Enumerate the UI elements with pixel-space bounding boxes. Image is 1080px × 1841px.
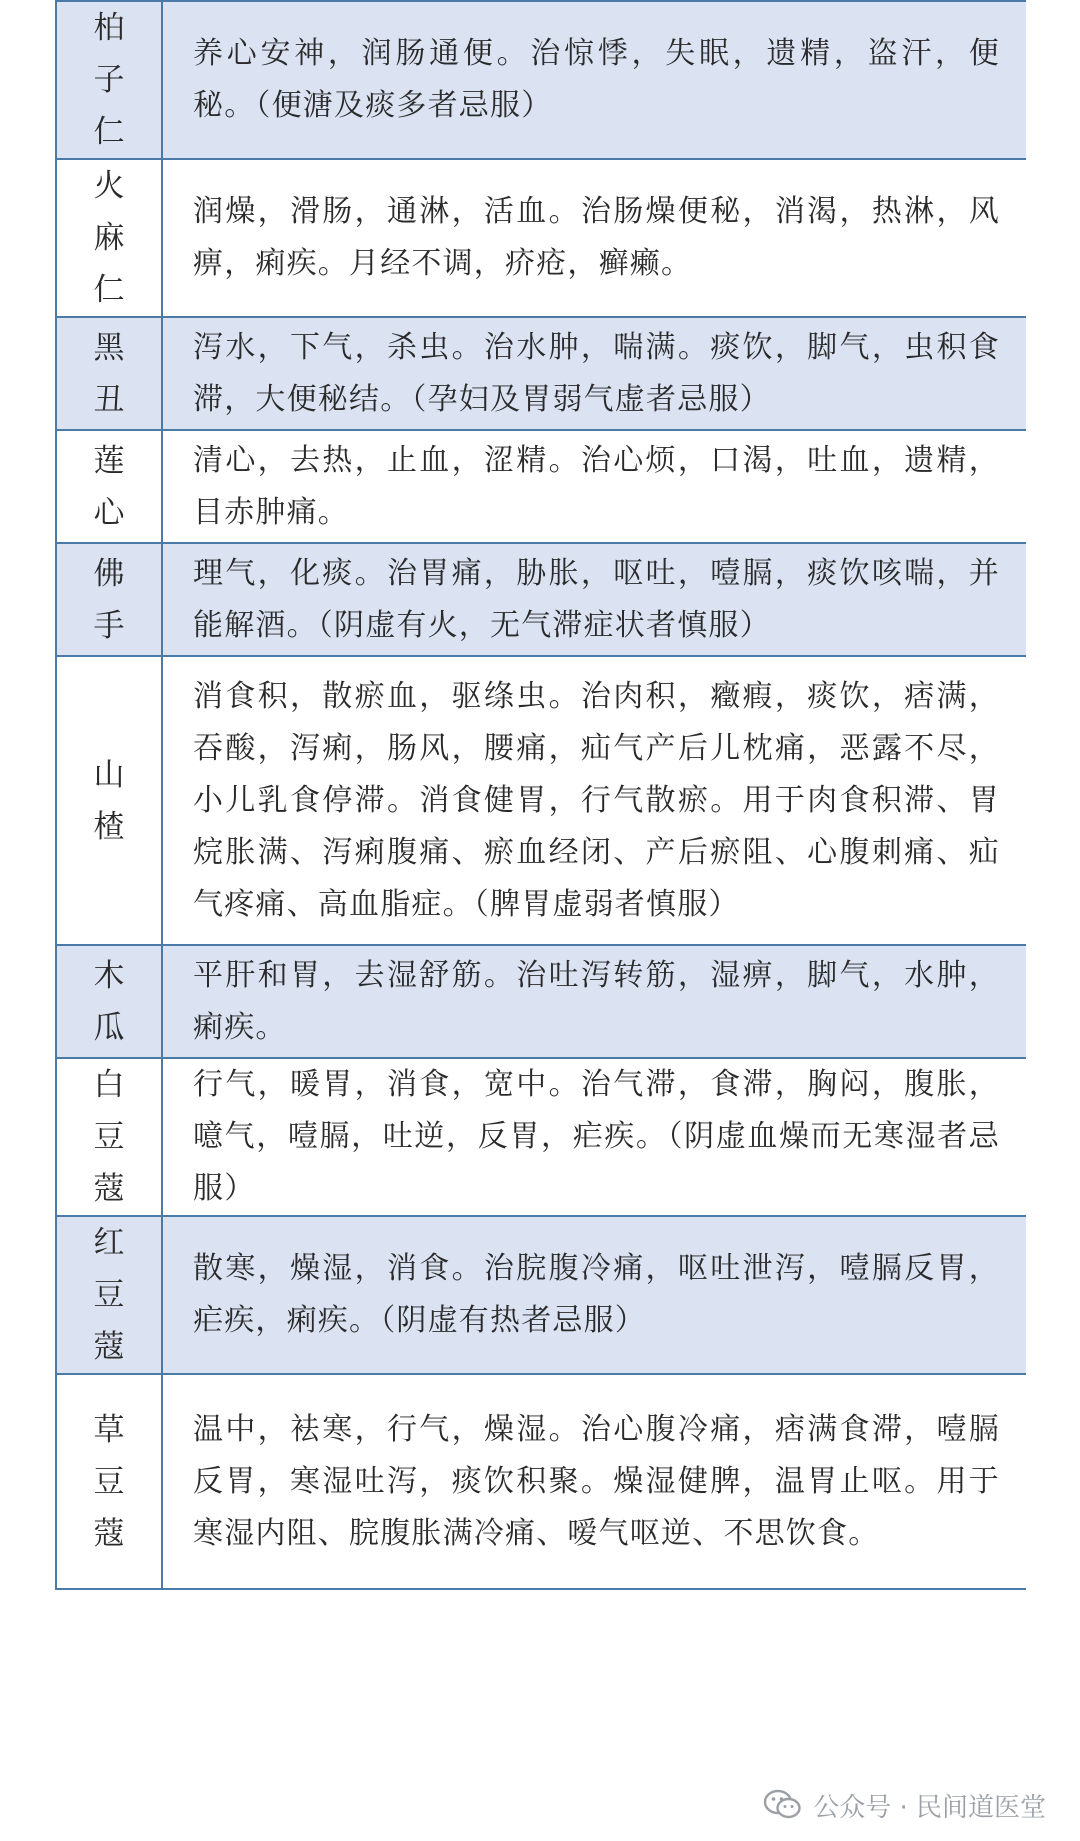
herb-name-char: 火 xyxy=(93,168,125,204)
herb-name-cell xyxy=(56,945,162,1058)
table-row xyxy=(56,159,1026,317)
herb-name-char: 心 xyxy=(93,494,125,531)
herb-description-cell: 润燥，滑肠，通淋，活血。治肠燥便秘，消渴，热淋，风痹，痢疾。月经不调，疥疮，癣癞。 xyxy=(162,159,1026,317)
herb-name-char: 豆 xyxy=(93,1119,125,1155)
herb-description-cell: 散寒，燥湿，消食。治脘腹冷痛，呕吐泄泻，噎膈反胃，疟疾，痢疾。（阴虚有热者忌服） xyxy=(162,1216,1026,1374)
herb-description-cell: 平肝和胃，去湿舒筋。治吐泻转筋，湿痹，脚气，水肿，痢疾。 xyxy=(162,945,1026,1058)
herb-name-char: 瓜 xyxy=(93,1009,125,1046)
herb-name-char: 豆 xyxy=(93,1463,125,1500)
herb-name-char: 豆 xyxy=(93,1277,125,1313)
herb-description-cell: 养心安神，润肠通便。治惊悸，失眠，遗精，盗汗，便秘。（便溏及痰多者忌服） xyxy=(162,1,1026,159)
herb-description-cell: 泻水，下气，杀虫。治水肿，喘满。痰饮，脚气，虫积食滞，大便秘结。（孕妇及胃弱气虚者忌服） xyxy=(162,317,1026,430)
herb-name-char: 黑 xyxy=(93,329,125,366)
herb-name-cell xyxy=(56,1058,162,1216)
table-row xyxy=(56,656,1026,945)
herb-name-char: 佛 xyxy=(93,555,125,592)
herb-name-cell xyxy=(56,1,162,159)
herb-table-body xyxy=(56,1,1026,1589)
table-row xyxy=(56,945,1026,1058)
herb-description-cell: 行气，暖胃，消食，宽中。治气滞，食滞，胸闷，腹胀，噫气，噎膈，吐逆，反胃，疟疾。（阴虚血燥而无寒湿者忌服） xyxy=(162,1058,1026,1216)
table-row xyxy=(56,1216,1026,1374)
herb-description-cell: 消食积，散瘀血，驱绦虫。治肉积，癥瘕，痰饮，痞满，吞酸，泻痢，肠风，腰痛，疝气产后儿枕痛，恶露不尽，小儿乳食停滞。消食健胃，行气散瘀。用于肉食积滞、胃烷胀满、泻痢腹痛、瘀血经闭、产后瘀阻、心腹刺痛、疝气疼痛、高血脂症。（脾胃虚弱者慎服） xyxy=(162,656,1026,945)
herb-name-char: 白 xyxy=(93,1067,125,1103)
table-row xyxy=(56,317,1026,430)
herb-name-char: 红 xyxy=(93,1225,125,1261)
herb-name-char: 木 xyxy=(93,957,125,994)
herb-name-char: 山 xyxy=(93,756,125,793)
watermark xyxy=(763,1783,1046,1827)
herb-name-cell xyxy=(56,543,162,656)
herb-name-char: 子 xyxy=(93,62,125,98)
herb-name-char: 麻 xyxy=(93,220,125,256)
herb-name-cell xyxy=(56,430,162,543)
herb-name-cell xyxy=(56,1216,162,1374)
herb-description-cell: 清心，去热，止血，涩精。治心烦，口渴，吐血，遗精，目赤肿痛。 xyxy=(162,430,1026,543)
herb-name-char: 蔻 xyxy=(93,1329,125,1365)
herb-name-char: 丑 xyxy=(93,381,125,418)
herb-name-cell xyxy=(56,1374,162,1589)
herb-name-char: 蔻 xyxy=(93,1171,125,1207)
herb-description-cell: 理气，化痰。治胃痛，胁胀，呕吐，噎膈，痰饮咳喘，并能解酒。（阴虚有火，无气滞症状者慎服） xyxy=(162,543,1026,656)
herb-name-char: 蔻 xyxy=(93,1515,125,1552)
herb-name-cell xyxy=(56,317,162,430)
wechat-icon xyxy=(763,1788,803,1822)
herb-description-cell: 温中，袪寒，行气，燥湿。治心腹冷痛，痞满食滞，噎膈反胃，寒湿吐泻，痰饮积聚。燥湿健脾，温胃止呕。用于寒湿内阻、脘腹胀满冷痛、嗳气呕逆、不思饮食。 xyxy=(162,1374,1026,1589)
herb-name-char: 莲 xyxy=(93,442,125,479)
watermark-text: 公众号 · 民间道医堂 xyxy=(813,1792,1046,1823)
herb-name-char: 仁 xyxy=(93,114,125,150)
table-row xyxy=(56,1374,1026,1589)
herb-name-char: 手 xyxy=(93,607,125,644)
herb-table xyxy=(55,0,1026,1590)
table-row xyxy=(56,430,1026,543)
herb-table-sheet xyxy=(55,0,1026,1841)
herb-name-char: 草 xyxy=(93,1411,125,1448)
herb-name-cell xyxy=(56,656,162,945)
table-row xyxy=(56,543,1026,656)
table-row xyxy=(56,1058,1026,1216)
herb-name-char: 仁 xyxy=(93,272,125,308)
herb-name-char: 楂 xyxy=(93,808,125,845)
table-row xyxy=(56,1,1026,159)
herb-name-char: 柏 xyxy=(93,10,125,46)
herb-name-cell xyxy=(56,159,162,317)
